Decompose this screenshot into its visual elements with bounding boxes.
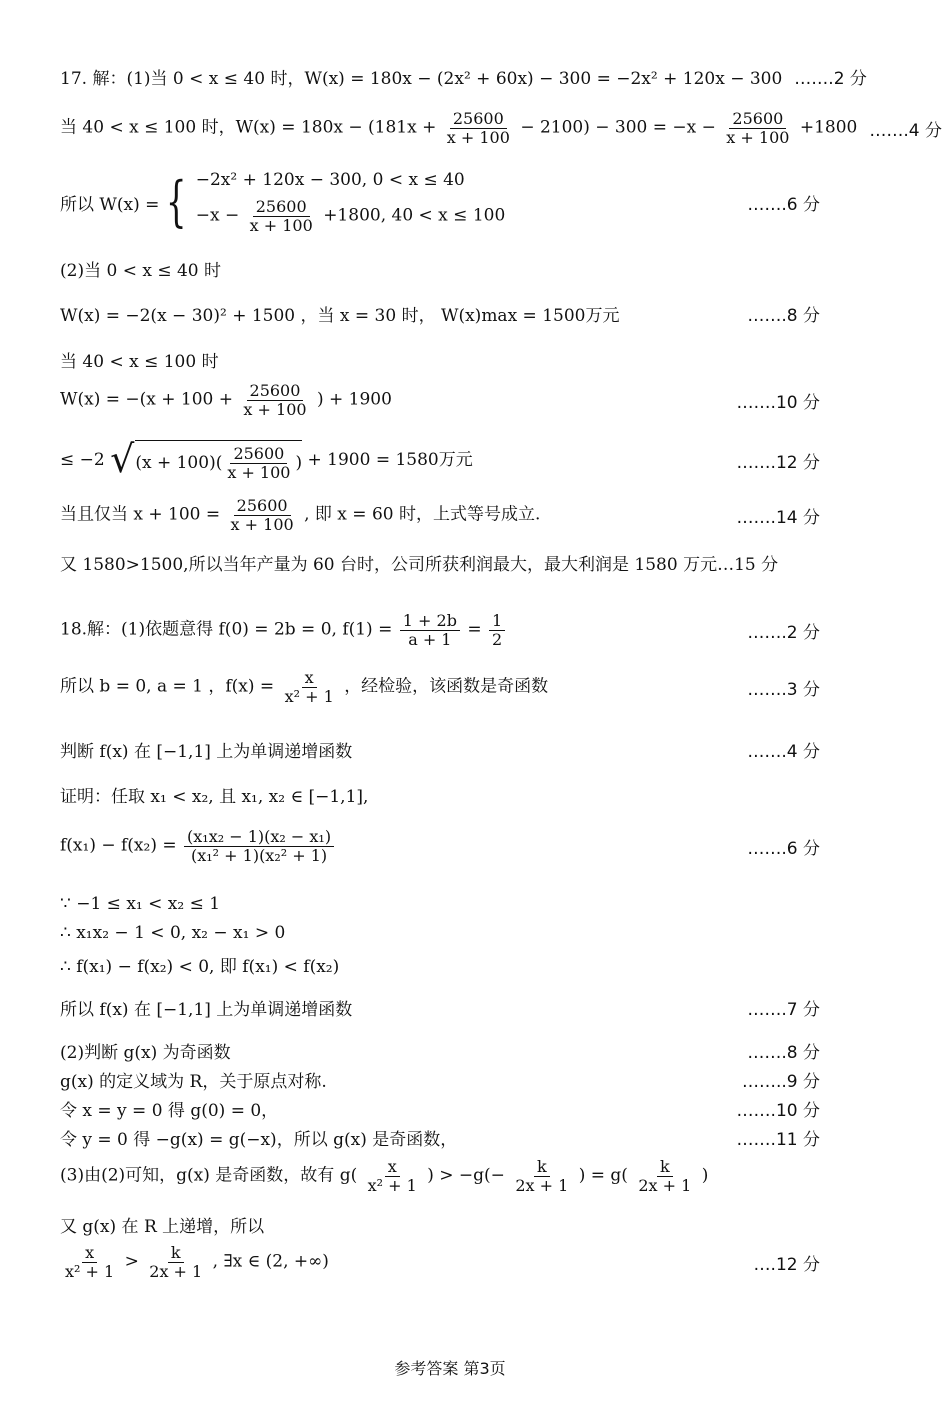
denominator: x + 100 bbox=[249, 215, 313, 235]
p17-line-1-text: 17. 解：(1)当 0 < x ≤ 40 时，W(x) = 180x − (2x² + 60x) − 300 = −2x² + 120x − 300 bbox=[60, 69, 783, 89]
denominator: (x₁² + 1)(x₂² + 1) bbox=[190, 845, 328, 865]
fraction bbox=[365, 1158, 420, 1194]
denominator: x² + 1 bbox=[65, 1261, 115, 1281]
p18-line-8-text: ∴ f(x₁) − f(x₂) < 0, 即 f(x₁) < f(x₂) bbox=[60, 957, 340, 977]
p18-line-10-text: (2)判断 g(x) 为奇函数 bbox=[60, 1043, 231, 1063]
score-mark: …….6 分 bbox=[747, 838, 820, 859]
numerator: x bbox=[385, 1158, 400, 1177]
p17-conclusion: 又 1580>1500,所以当年产量为 60 台时，公司所获利润最大，最大利润是 1580 万元…15 分 bbox=[60, 555, 779, 575]
expr-part: , ∃x ∈ (2, +∞) bbox=[212, 1251, 329, 1272]
p18-line-4-text: 证明：任取 x₁ < x₂, 且 x₁, x₂ ∈ [−1,1], bbox=[60, 787, 369, 807]
p17-line-6-text: 当 40 < x ≤ 100 时 bbox=[60, 352, 219, 372]
fraction bbox=[512, 1158, 571, 1194]
p18-line-9 bbox=[60, 995, 820, 1020]
p18-line-14-expr bbox=[60, 1158, 820, 1194]
p18-line-9-text: 所以 f(x) 在 [−1,1] 上为单调递增函数 bbox=[60, 1000, 353, 1020]
p17-line-5-text: W(x) = −2(x − 30)² + 1500 ，当 x = 30 时， W(x)max = 1500万元 bbox=[60, 306, 620, 326]
radicand bbox=[135, 440, 302, 481]
expr-part: + 1900 = 1580万元 bbox=[307, 450, 473, 471]
numerator: k bbox=[657, 1158, 673, 1177]
expr-part: (3)由(2)可知，g(x) 是奇函数，故有 g( bbox=[60, 1165, 358, 1186]
p18-line-12 bbox=[60, 1096, 820, 1121]
fraction bbox=[240, 382, 309, 418]
score-mark: …….2 分 bbox=[794, 69, 867, 89]
score-mark: …….12 分 bbox=[736, 453, 820, 474]
cases bbox=[196, 170, 506, 234]
p18-line-2 bbox=[60, 669, 820, 705]
expr-part: ) > −g(− bbox=[427, 1165, 505, 1186]
p17-line-7 bbox=[60, 382, 820, 418]
numerator: x bbox=[82, 1244, 97, 1263]
score-mark: …….11 分 bbox=[736, 1130, 820, 1150]
p18-line-11 bbox=[60, 1067, 820, 1092]
p18-line-8 bbox=[60, 952, 820, 977]
denominator: x + 100 bbox=[230, 514, 294, 534]
score-mark: …….4 分 bbox=[747, 742, 820, 762]
numerator: 25600 bbox=[247, 382, 304, 401]
denominator: 2x + 1 bbox=[515, 1175, 569, 1195]
p18-line-3 bbox=[60, 737, 820, 762]
fraction bbox=[444, 110, 513, 146]
expr-part: ) + 1900 bbox=[316, 389, 392, 410]
numerator: 1 + 2b bbox=[400, 612, 460, 631]
case-2 bbox=[196, 198, 506, 234]
p18-line-1 bbox=[60, 612, 820, 648]
denominator: 2x + 1 bbox=[638, 1175, 692, 1195]
expr-part: − 2100) − 300 = −x − bbox=[520, 117, 716, 138]
denominator: 2 bbox=[492, 629, 503, 649]
score-mark: …….10 分 bbox=[736, 1101, 820, 1121]
fraction bbox=[146, 1244, 205, 1280]
score-mark: …….14 分 bbox=[736, 507, 820, 528]
p18-line-6 bbox=[60, 894, 820, 914]
p17-line-4 bbox=[60, 256, 820, 281]
p17-line-8-expr bbox=[60, 437, 725, 482]
p18-line-12-text: 令 x = y = 0 得 g(0) = 0， bbox=[60, 1101, 279, 1121]
p18-line-3-text: 判断 f(x) 在 [−1,1] 上为单调递增函数 bbox=[60, 742, 353, 762]
score-mark: …….8 分 bbox=[747, 1043, 820, 1063]
p18-line-7 bbox=[60, 923, 820, 943]
expr-part: ≤ −2 bbox=[60, 450, 105, 471]
expr-part: 当 40 < x ≤ 100 时，W(x) = 180x − (181x + bbox=[60, 117, 437, 138]
fraction bbox=[282, 669, 337, 705]
numerator: k bbox=[168, 1244, 184, 1263]
fraction bbox=[400, 612, 460, 648]
p18-line-16 bbox=[60, 1244, 820, 1280]
p18-line-5-expr bbox=[60, 828, 735, 864]
p18-line-5 bbox=[60, 828, 820, 864]
p18-line-16-expr bbox=[60, 1244, 742, 1280]
p18-line-1-expr bbox=[60, 612, 735, 648]
score-mark: …….6 分 bbox=[747, 194, 820, 215]
score-mark: …….4 分 bbox=[869, 120, 942, 141]
expr-part: f(x₁) − f(x₂) = bbox=[60, 835, 177, 856]
numerator: 25600 bbox=[729, 110, 786, 129]
p17-line-3 bbox=[60, 170, 820, 234]
p17-line-5 bbox=[60, 301, 820, 326]
p17-piecewise bbox=[60, 170, 735, 234]
expr-part: ，经检验，该函数是奇函数 bbox=[344, 676, 549, 697]
numerator: (x₁x₂ − 1)(x₂ − x₁) bbox=[184, 828, 334, 847]
denominator: 2x + 1 bbox=[149, 1261, 203, 1281]
numerator: k bbox=[534, 1158, 550, 1177]
numerator: 25600 bbox=[253, 198, 310, 217]
expr-part: ) bbox=[701, 1165, 709, 1186]
denominator: x² + 1 bbox=[367, 1175, 417, 1195]
fraction bbox=[247, 198, 316, 234]
p17-line-6 bbox=[60, 347, 820, 372]
p17-line-7-expr bbox=[60, 382, 725, 418]
p17-line-4-text: (2)当 0 < x ≤ 40 时 bbox=[60, 261, 222, 281]
p17-line-8 bbox=[60, 437, 820, 482]
expr-part: (x + 100)( bbox=[135, 453, 223, 474]
radical-sign: √ bbox=[110, 437, 135, 481]
score-mark: ……..9 分 bbox=[741, 1072, 820, 1092]
fraction bbox=[184, 828, 334, 864]
score-mark: …….3 分 bbox=[747, 679, 820, 700]
score-mark: …….2 分 bbox=[747, 622, 820, 643]
denominator: x + 100 bbox=[726, 127, 790, 147]
expr-part: +1800, 40 < x ≤ 100 bbox=[323, 205, 506, 226]
numerator: x bbox=[302, 669, 317, 688]
p18-line-15-text: 又 g(x) 在 R 上递增，所以 bbox=[60, 1217, 265, 1237]
expr-part: , 即 x = 60 时，上式等号成立. bbox=[304, 504, 541, 525]
p18-line-4 bbox=[60, 782, 820, 807]
p17-line-2 bbox=[60, 109, 942, 147]
expr-part: 当且仅当 x + 100 = bbox=[60, 504, 221, 525]
p17-line-10 bbox=[60, 550, 820, 575]
expr-part: −x − bbox=[195, 205, 240, 226]
expr-part: 所以 b = 0, a = 1 ，f(x) = bbox=[60, 676, 275, 697]
numerator: 25600 bbox=[450, 110, 507, 129]
page-footer: 参考答案 第3页 bbox=[394, 1359, 506, 1378]
numerator: 25600 bbox=[230, 445, 287, 464]
denominator: x² + 1 bbox=[284, 686, 334, 706]
denominator: x + 100 bbox=[243, 399, 307, 419]
p18-line-13-text: 令 y = 0 得 −g(x) = g(−x)，所以 g(x) 是奇函数， bbox=[60, 1130, 458, 1150]
p17-line-9-expr bbox=[60, 497, 725, 533]
p18-line-15 bbox=[60, 1212, 820, 1237]
p18-line-6-text: ∵ −1 ≤ x₁ < x₂ ≤ 1 bbox=[60, 894, 221, 914]
denominator: x + 100 bbox=[227, 462, 291, 482]
left-brace: { bbox=[166, 170, 187, 234]
numerator: 1 bbox=[489, 612, 505, 631]
expr-part: 18.解：(1)依题意得 f(0) = 2b = 0, f(1) = bbox=[60, 619, 393, 640]
fraction bbox=[62, 1244, 117, 1280]
expr-part: = bbox=[467, 619, 482, 640]
piecewise-label: 所以 W(x) = bbox=[60, 194, 160, 215]
p18-line-10 bbox=[60, 1038, 820, 1063]
denominator: a + 1 bbox=[408, 629, 452, 649]
fraction bbox=[224, 445, 293, 481]
numerator: 25600 bbox=[234, 497, 291, 516]
square-root bbox=[110, 437, 303, 482]
score-mark: …….10 分 bbox=[736, 392, 820, 413]
fraction bbox=[635, 1158, 694, 1194]
score-mark: …….7 分 bbox=[747, 1000, 820, 1020]
p18-line-7-text: ∴ x₁x₂ − 1 < 0, x₂ − x₁ > 0 bbox=[60, 923, 286, 943]
p18-line-11-text: g(x) 的定义域为 R，关于原点对称. bbox=[60, 1072, 327, 1092]
fraction bbox=[723, 110, 792, 146]
expr-part: > bbox=[124, 1251, 139, 1272]
expr-part: +1800 bbox=[799, 117, 858, 138]
score-mark: ….12 分 bbox=[753, 1254, 820, 1275]
p18-line-13 bbox=[60, 1125, 820, 1150]
piecewise-brace bbox=[159, 170, 505, 234]
fraction bbox=[489, 612, 505, 648]
expr-part: ) bbox=[295, 453, 303, 474]
expr-part: W(x) = −(x + 100 + bbox=[60, 389, 233, 410]
denominator: x + 100 bbox=[446, 127, 510, 147]
p17-line-1 bbox=[60, 64, 867, 89]
expr-part: ) = g( bbox=[578, 1165, 628, 1186]
p18-line-14 bbox=[60, 1158, 820, 1194]
p17-line-2-expr bbox=[60, 110, 857, 146]
p17-line-9 bbox=[60, 497, 820, 533]
score-mark: …….8 分 bbox=[747, 306, 820, 326]
fraction bbox=[228, 497, 297, 533]
p18-line-2-expr bbox=[60, 669, 735, 705]
case-1: −2x² + 120x − 300, 0 < x ≤ 40 bbox=[195, 170, 465, 190]
